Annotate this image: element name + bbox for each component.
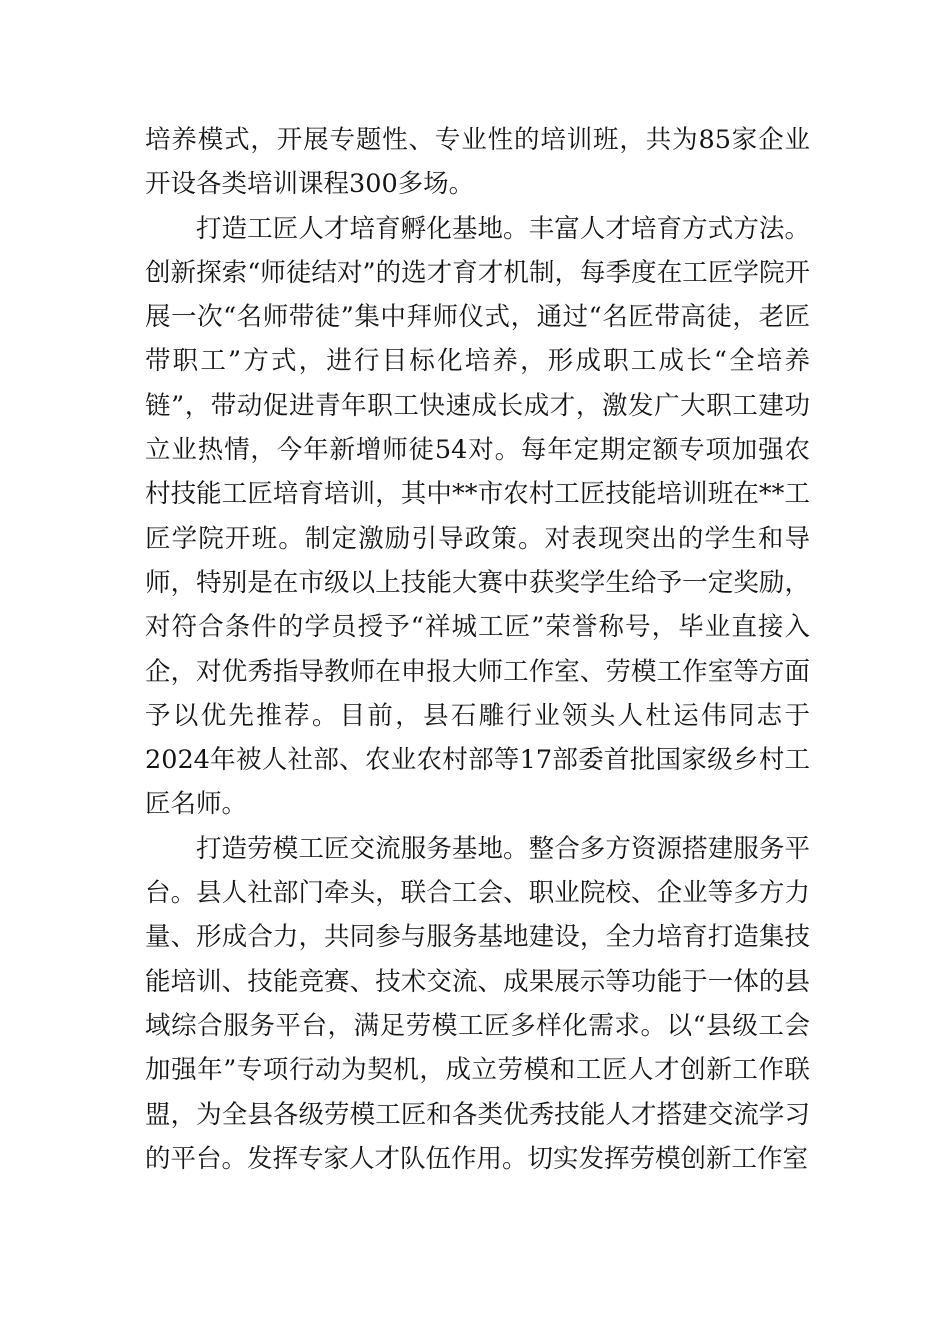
paragraph-craftsman-incubation-base: 打造工匠人才培育孵化基地。丰富人才培育方式方法。创新探索“师徒结对”的选才育才机制，每季度在工匠学院开展一次“名师带徒”集中拜师仪式，通过“名匠带高徒，老匠带职工”方式，进行目标化培养，形成职工成长“全培养链”，带动促进青年职工快速成长成才，激发广大职工建功立业热情，今年新增师徒54对。每年定期定额专项加强农村技能工匠培育培训，其中**市农村工匠技能培训班在**工匠学院开班。制定激励引导政策。对表现突出的学生和导师，特别是在市级以上技能大赛中获奖学生给予一定奖励，对符合条件的学员授予“祥城工匠”荣誉称号，毕业直接入企，对优秀指导教师在申报大师工作室、劳模工作室等方面予以优先推荐。目前，县石雕行业领头人杜运伟同志于2024年被人社部、农业农村部等17部委首批国家级乡村工匠名师。 — [145, 213, 810, 820]
paragraph-model-worker-service-base: 打造劳模工匠交流服务基地。整合多方资源搭建服务平台。县人社部门牵头，联合工会、职业院校、企业等多方力量、形成合力，共同参与服务基地建设，全力培育打造集技能培训、技能竞赛、技术交流、成果展示等功能于一体的县域综合服务平台，满足劳模工匠多样化需求。以“县级工会加强年”专项行动为契机，成立劳模和工匠人才创新工作联盟，为全县各级劳模工匠和各类优秀技能人才搭建交流学习的平台。发挥专家人才队伍作用。切实发挥劳模创新工作室 — [145, 833, 810, 1174]
body-text — [145, 118, 810, 1181]
paragraph-training-courses: 培养模式，开展专题性、专业性的培训班，共为85家企业开设各类培训课程300多场。 — [145, 125, 810, 200]
